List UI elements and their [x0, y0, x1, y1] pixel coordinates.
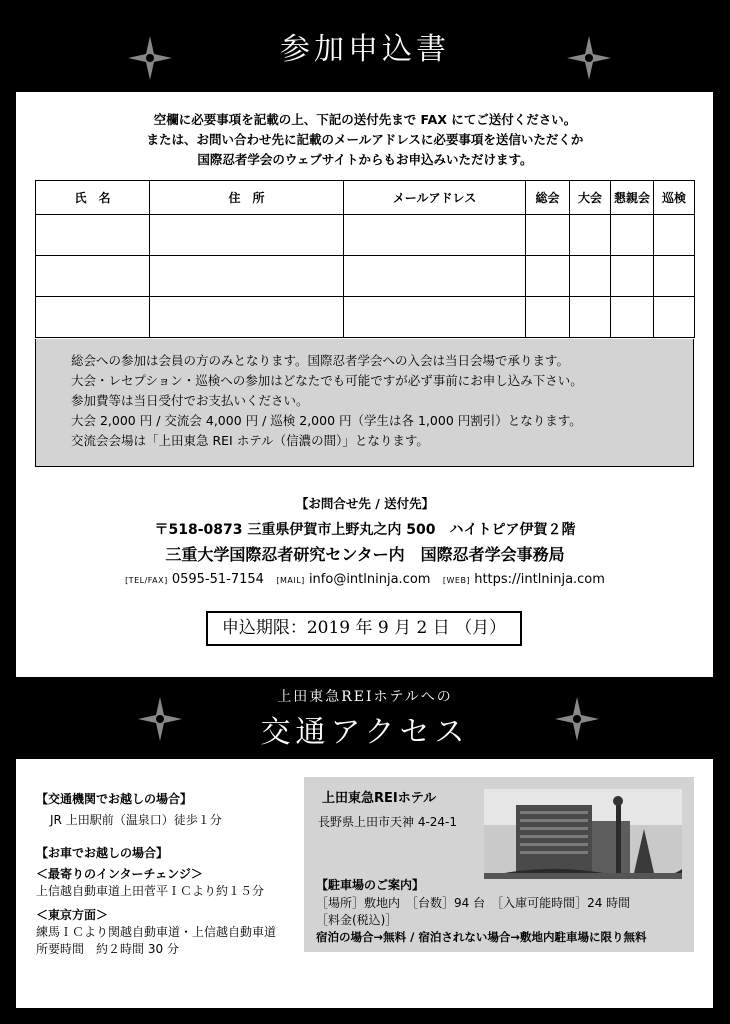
email-field[interactable] — [344, 215, 526, 256]
tokyo-heading: ＜東京方面＞ — [36, 908, 109, 922]
general-meeting-check[interactable] — [526, 256, 570, 297]
page-title: 参加申込書 — [280, 32, 450, 67]
intro-line-1: 空欄に必要事項を記載の上、下記の送付先まで FAX にてご送付ください。 — [153, 112, 577, 127]
note-line-5: 交流会会場は「上田東急 REI ホテル（信濃の間）」となります。 — [71, 433, 429, 448]
transit-heading: 【交通機関でお越しの場合】 — [36, 792, 193, 806]
intro-line-2: または、お問い合わせ先に記載のメールアドレスに必要事項を送信いただくか — [146, 132, 584, 147]
reception-check[interactable] — [611, 297, 654, 338]
mail-label: [MAIL] — [276, 576, 305, 585]
hotel-photo — [484, 789, 682, 879]
shuriken-icon-left — [128, 36, 172, 80]
nearest-ic-heading: ＜最寄りのインターチェンジ＞ — [36, 867, 203, 881]
address-field[interactable] — [150, 297, 344, 338]
contact-info — [0, 572, 730, 587]
contact-address: 〒518-0873 三重県伊賀市上野丸之内 500 ハイトピア伊賀２階 — [154, 522, 576, 538]
address-field[interactable] — [150, 256, 344, 297]
transit-line: JR 上田駅前（温泉口）徒歩１分 — [50, 813, 222, 827]
note-line-2: 大会・レセプション・巡検への参加はどなたでも可能ですが必ず事前にお申し込み下さい。 — [71, 373, 583, 388]
form-row-2 — [36, 256, 695, 297]
email-field[interactable] — [344, 297, 526, 338]
car-heading: 【お車でお越しの場合】 — [36, 846, 169, 860]
form-row-1 — [36, 215, 695, 256]
parking-heading: 【駐車場のご案内】 — [316, 878, 425, 892]
nearest-ic-line: 上信越自動車道上田菅平ＩＣより約１５分 — [36, 884, 265, 898]
conference-check[interactable] — [570, 215, 611, 256]
general-meeting-check[interactable] — [526, 215, 570, 256]
tokyo-line-2: 所要時間 約２時間 30 分 — [36, 942, 179, 956]
hotel-address: 長野県上田市天神 4-24-1 — [318, 815, 458, 829]
application-form-table — [35, 180, 695, 338]
header-excursion: 巡検 — [654, 181, 695, 215]
contact-org: 三重大学国際忍者研究センター内 国際忍者学会事務局 — [165, 545, 565, 564]
tokyo-line-1: 練馬ＩＣより関越自動車道・上信越自動車道 — [36, 925, 277, 939]
intro-line-3: 国際忍者学会のウェブサイトからもお申込みいただけます。 — [197, 152, 533, 167]
form-row-3 — [36, 297, 695, 338]
excursion-check[interactable] — [654, 297, 695, 338]
shuriken-icon-left — [138, 697, 182, 741]
web-label: [WEB] — [442, 576, 471, 585]
mail-address[interactable]: info@intlninja.com — [308, 572, 431, 587]
note-line-1: 総会への参加は会員の方のみとなります。国際忍者学会への入会は当日会場で承ります。 — [71, 353, 570, 368]
note-line-3: 参加費等は当日受付でお支払いください。 — [71, 393, 309, 408]
header-email: メールアドレス — [344, 181, 526, 215]
shuriken-icon-right — [567, 36, 611, 80]
header-general-meeting: 総会 — [526, 181, 570, 215]
conference-check[interactable] — [570, 297, 611, 338]
email-field[interactable] — [344, 256, 526, 297]
intro-text — [0, 110, 730, 170]
name-field[interactable] — [36, 297, 150, 338]
reception-check[interactable] — [611, 215, 654, 256]
note-line-4: 大会 2,000 円 / 交流会 4,000 円 / 巡検 2,000 円（学生は各 1,000 円割引）となります。 — [71, 413, 582, 428]
tel-number: 0595-51-7154 — [171, 572, 264, 587]
application-deadline: 申込期限：2019 年 9 月 2 日 （月） — [206, 611, 522, 646]
tel-label: [TEL/FAX] — [125, 576, 168, 585]
access-subtitle: 上田東急REIホテルへの — [277, 689, 453, 705]
notes-box — [35, 339, 694, 467]
header-name: 氏 名 — [36, 181, 150, 215]
web-link[interactable]: https://intlninja.com — [474, 572, 605, 587]
access-title: 交通アクセス — [260, 715, 470, 750]
name-field[interactable] — [36, 256, 150, 297]
reception-check[interactable] — [611, 256, 654, 297]
excursion-check[interactable] — [654, 256, 695, 297]
name-field[interactable] — [36, 215, 150, 256]
parking-line-2: ［料金(税込)］ — [316, 913, 398, 927]
shuriken-icon-right — [555, 697, 599, 741]
excursion-check[interactable] — [654, 215, 695, 256]
parking-line-3: 宿泊の場合→無料 / 宿泊されない場合→敷地内駐車場に限り無料 — [316, 930, 647, 944]
general-meeting-check[interactable] — [526, 297, 570, 338]
header-reception: 懇親会 — [611, 181, 654, 215]
form-header-row — [36, 181, 695, 215]
header-conference: 大会 — [570, 181, 611, 215]
address-field[interactable] — [150, 215, 344, 256]
conference-check[interactable] — [570, 256, 611, 297]
hotel-name: 上田東急REIホテル — [322, 791, 437, 806]
contact-heading: 【お問合せ先 / 送付先】 — [295, 496, 435, 511]
parking-line-1: ［場所］敷地内 ［台数］94 台 ［入庫可能時間］24 時間 — [316, 896, 631, 910]
header-address: 住 所 — [150, 181, 344, 215]
